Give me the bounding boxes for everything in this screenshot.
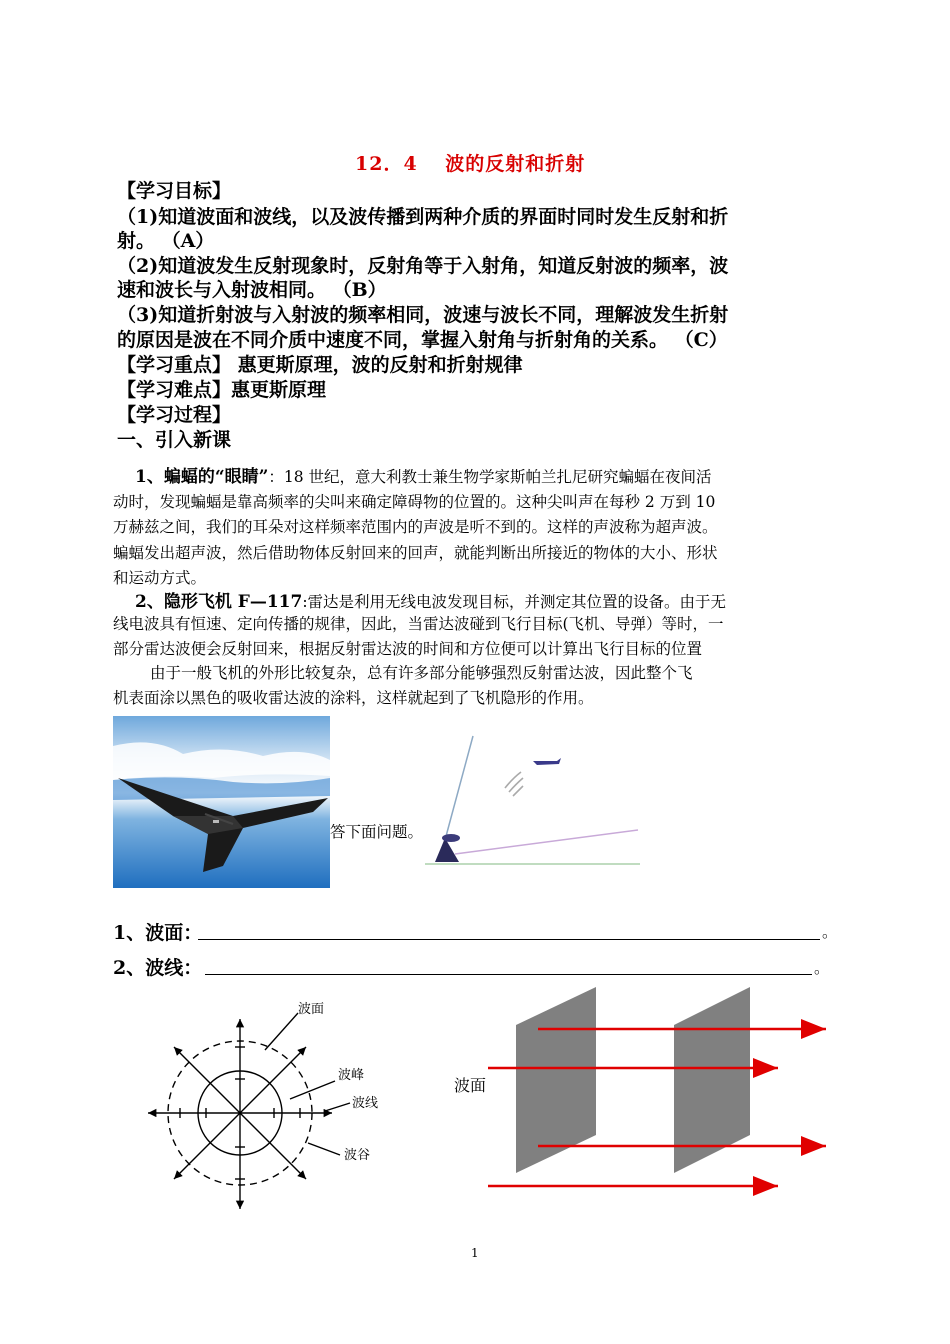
question-2-label: 2、波线： [113,957,203,979]
diagram-label-wave-front: 波面 [298,1002,325,1017]
goal-line-6: 的原因是波在不同介质中速度不同，掌握入射角与折射角的关系。 （C） [117,329,728,351]
question-1-end: 。 [822,923,838,941]
bat-paragraph-line-3: 万赫兹之间，我们的耳朵对这样频率范围内的声波是听不到的。这样的声波称为超声波。 [113,518,718,536]
stealth-paragraph-line-4: 由于一般飞机的外形比较复杂，总有许多部分能够强烈反射雷达波，因此整个飞 [150,664,693,682]
difficulty-line: 【学习难点】惠更斯原理 [117,379,327,401]
diagram-label-trough: 波谷 [344,1148,371,1163]
question-1-label: 1、波面： [113,922,203,944]
process-heading: 【学习过程】 [117,404,232,426]
goals-heading: 【学习目标】 [117,180,232,202]
focus-line: 【学习重点】 惠更斯原理，波的反射和折射规律 [117,354,523,376]
question-1-answer-line[interactable] [198,939,820,940]
page-number: 1 [471,1246,479,1260]
bat-paragraph-line-4: 蝙蝠发出超声波，然后借助物体反射回来的回声，就能判断出所接近的物体的大小、形状 [113,544,718,562]
goal-line-1: （1)知道波面和波线，以及波传播到两种介质的界面时同时发生反射和折 [117,206,729,228]
stealth-paragraph-line-2: 线电波具有恒速、定向传播的规律，因此，当雷达波碰到飞行目标(飞机、导弹）等时，一 [113,615,724,633]
question-2-end: 。 [814,959,830,977]
goal-line-3: （2)知道波发生反射现象时，反射角等于入射角，知道反射波的频率，波 [117,255,729,277]
stealth-paragraph-line-3: 部分雷达波便会反射回来，根据反射雷达波的时间和方位便可以计算出飞行目标的位置 [113,640,703,658]
spherical-wave-diagram [140,995,440,1225]
diagram-label-crest: 波峰 [338,1068,365,1083]
goal-line-2: 射。 （A） [117,230,215,252]
plane-wave-label: 波面 [454,1076,487,1095]
stealth-aircraft-photo [113,716,330,888]
bat-paragraph-line-1 [135,462,712,487]
bat-label: 1、蝙蝠的“眼睛” [135,467,269,487]
bat-text-1: ：18 世纪，意大利教士兼生物学家斯帕兰扎尼研究蝙蝠在夜间活 [268,468,712,486]
diagram-label-ray: 波线 [352,1096,379,1111]
goal-line-4: 速和波长与入射波相同。 （B） [117,279,387,301]
stealth-paragraph-line-5: 机表面涂以黑色的吸收雷达波的涂料，这样就起到了飞机隐形的作用。 [113,689,594,707]
partial-caption: 答下面问题。 [330,823,424,841]
question-2-answer-line[interactable] [205,974,812,975]
section-heading: 一、引入新课 [117,429,232,451]
plane-wave-diagram [448,985,838,1197]
bat-paragraph-line-2: 动时，发现蝙蝠是靠高频率的尖叫来确定障碍物的位置的。这种尖叫声在每秒 2 万到 10 [113,493,716,511]
stealth-text-1: :雷达是利用无线电波发现目标，并测定其位置的设备。由于无 [302,593,727,611]
bat-paragraph-line-5: 和运动方式。 [113,569,207,587]
page-title: 12．4 波的反射和折射 [355,153,586,175]
radar-diagram [425,728,645,870]
stealth-label: 2、隐形飞机 F—117 [135,592,303,612]
stealth-paragraph-line-1 [135,587,726,612]
goal-line-5: （3)知道折射波与入射波的频率相同，波速与波长不同，理解波发生折射 [117,304,729,326]
